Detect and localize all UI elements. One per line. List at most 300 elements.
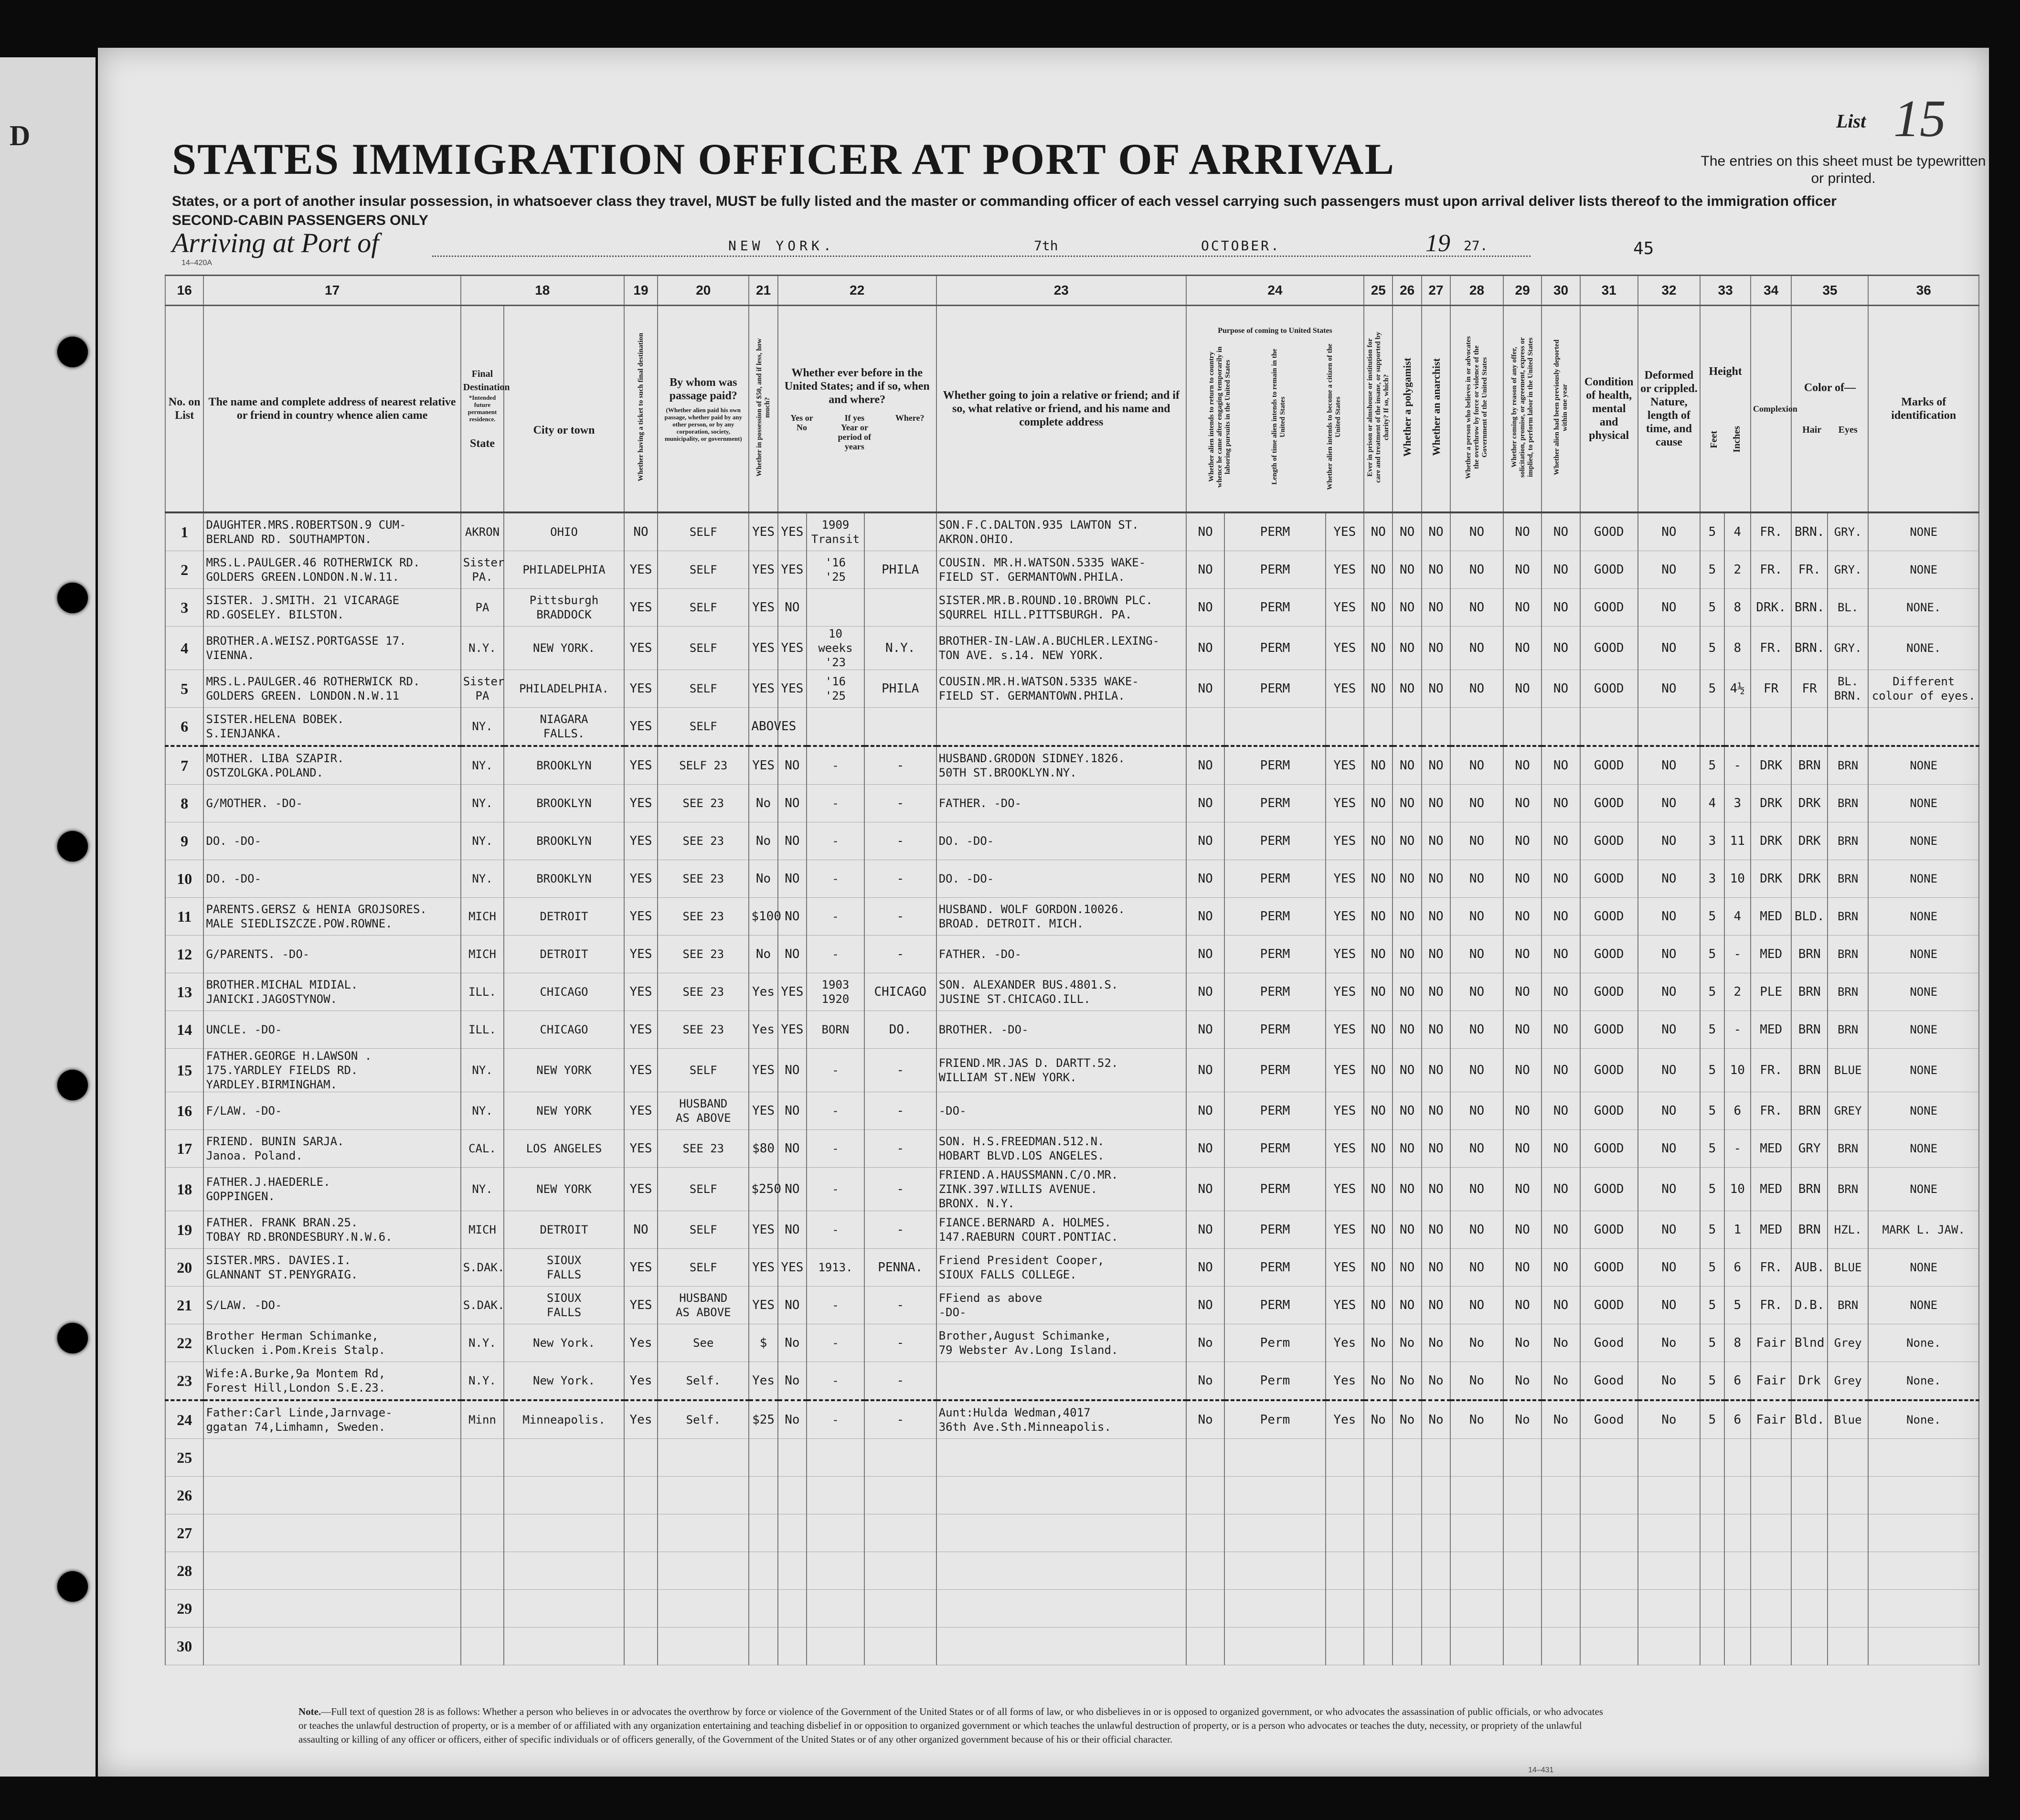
table-row xyxy=(165,898,1979,936)
cell-paid: Self. xyxy=(658,1362,749,1401)
cell-before: NO xyxy=(778,860,807,898)
cell-q26: NO xyxy=(1393,1049,1421,1092)
cell-q27: NO xyxy=(1422,1249,1450,1287)
cell-q25: NO xyxy=(1364,589,1393,627)
cell-where: - xyxy=(864,1168,936,1211)
cell-deformed: NO xyxy=(1638,670,1701,708)
cell-m50: YES xyxy=(749,627,777,670)
cell-q29: NO xyxy=(1503,822,1542,860)
cell-hair: BRN. xyxy=(1791,627,1827,670)
cell-q29: NO xyxy=(1503,1092,1542,1130)
cell-pa: NO xyxy=(1186,1049,1224,1092)
cell-q30: NO xyxy=(1542,551,1580,589)
cell-q29: NO xyxy=(1503,860,1542,898)
cell-q30: NO xyxy=(1542,1092,1580,1130)
cell-q27: NO xyxy=(1422,936,1450,973)
cell-city: NEW YORK xyxy=(504,1092,624,1130)
header-prison xyxy=(1364,306,1393,513)
cell-eyes xyxy=(1828,1590,1869,1628)
cell-marks: NONE xyxy=(1868,1011,1979,1049)
cell-health: GOOD xyxy=(1580,670,1638,708)
cell-q30: NO xyxy=(1542,973,1580,1011)
cell-year: - xyxy=(807,936,864,973)
cell-q30: No xyxy=(1542,1324,1580,1362)
cell-inches: 10 xyxy=(1724,1049,1751,1092)
cell-q27 xyxy=(1422,1552,1450,1590)
cell-before xyxy=(778,1514,807,1552)
note-text: —Full text of question 28 is as follows: Whether a person who believes in or advocates the overthrow by force or violence of the Government of the United States or of all forms of law, or who disbelieves in or is opposed to organized government, or who advocates the assassination of public officials, or who advocates or teaches the unlawful destruction of property, or is a member of or affiliated with any organization entertaining and teaching disbelief in or opposition to organized government or which teaches the unlawful destruction of property, or is a person who advocates or teaches the duty, necessity, or propriety of the unlawful assaulting or killing of any officer or officers, either of specific individuals or of officers generally, of the Government of the United States or of any other organized government because of his or their official character. xyxy=(298,1706,1604,1745)
column-number: 25 xyxy=(1364,276,1393,306)
cell-no: 24 xyxy=(165,1400,203,1439)
cell-feet xyxy=(1700,1628,1724,1665)
cell-pc: YES xyxy=(1326,1211,1364,1249)
cell-join: FATHER. -DO- xyxy=(936,785,1186,822)
cell-before xyxy=(778,1628,807,1665)
cell-year xyxy=(807,1552,864,1590)
cell-q27: NO xyxy=(1422,1049,1450,1092)
form-number: 14–420A xyxy=(181,259,213,267)
cell-q29 xyxy=(1503,1628,1542,1665)
cell-rel: DAUGHTER.MRS.ROBERTSON.9 CUM- BERLAND RD. SOUTHAMPTON. xyxy=(203,512,460,551)
cell-before: YES xyxy=(778,1011,807,1049)
cell-q30: NO xyxy=(1542,746,1580,785)
cell-feet: 3 xyxy=(1700,822,1724,860)
cell-no: 28 xyxy=(165,1552,203,1590)
cell-q27: NO xyxy=(1422,670,1450,708)
cell-no: 14 xyxy=(165,1011,203,1049)
cell-deformed: NO xyxy=(1638,551,1701,589)
page-number: 45 xyxy=(1633,239,1654,258)
cell-year: 1903 1920 xyxy=(807,973,864,1011)
cell-ticket: YES xyxy=(624,936,658,973)
column-number: 18 xyxy=(461,276,624,306)
cell-pa: NO xyxy=(1186,1092,1224,1130)
header-ticket-text: Whether having a ticket to such final destination xyxy=(637,333,645,481)
cell-q26: NO xyxy=(1393,1130,1421,1168)
cell-where: - xyxy=(864,1049,936,1092)
cell-inches xyxy=(1724,1439,1751,1477)
cell-comp: Fair xyxy=(1751,1324,1792,1362)
cell-inches: 6 xyxy=(1724,1400,1751,1439)
cell-q27: No xyxy=(1422,1324,1450,1362)
header-q29 xyxy=(1503,306,1542,513)
cell-comp: PLE xyxy=(1751,973,1792,1011)
cell-pb: Perm xyxy=(1224,1362,1325,1401)
cell-hair: D.B. xyxy=(1791,1287,1827,1324)
cell-state: MICH xyxy=(461,1211,504,1249)
cell-year xyxy=(807,1628,864,1665)
cell-q26: NO xyxy=(1393,1168,1421,1211)
cell-q27 xyxy=(1422,1590,1450,1628)
cell-year xyxy=(807,1439,864,1477)
cell-where xyxy=(864,1514,936,1552)
cell-ticket xyxy=(624,1590,658,1628)
cell-m50: Yes xyxy=(749,973,777,1011)
header-possession-text: Whether in possession of $50, and if less, how much? xyxy=(755,338,771,477)
cell-eyes: BRN xyxy=(1828,898,1869,936)
cell-deformed xyxy=(1638,1477,1701,1514)
cell-pb: PERM xyxy=(1224,746,1325,785)
cell-before: NO xyxy=(778,1168,807,1211)
cell-m50: No xyxy=(749,936,777,973)
cell-join: SISTER.MR.B.ROUND.10.BROWN PLC. SQURREL HILL.PITTSBURGH. PA. xyxy=(936,589,1186,627)
cell-eyes xyxy=(1828,708,1869,746)
column-number: 19 xyxy=(624,276,658,306)
cell-state: MICH xyxy=(461,936,504,973)
cell-before: NO xyxy=(778,785,807,822)
header-eyes: Eyes xyxy=(1838,425,1858,435)
cell-before xyxy=(778,1552,807,1590)
cell-before: YES xyxy=(778,1249,807,1287)
cell-q28: NO xyxy=(1450,627,1503,670)
cell-marks: NONE xyxy=(1868,1049,1979,1092)
cell-marks: NONE xyxy=(1868,936,1979,973)
cell-q25: NO xyxy=(1364,785,1393,822)
cell-pc: YES xyxy=(1326,1092,1364,1130)
cell-health: GOOD xyxy=(1580,1249,1638,1287)
cell-eyes: BRN xyxy=(1828,1168,1869,1211)
cell-health xyxy=(1580,1477,1638,1514)
cell-q26 xyxy=(1393,1628,1421,1665)
cell-pb: PERM xyxy=(1224,1287,1325,1324)
cell-rel: DO. -DO- xyxy=(203,822,460,860)
cell-q25: NO xyxy=(1364,1011,1393,1049)
cell-state: S.DAK. xyxy=(461,1249,504,1287)
cell-health: GOOD xyxy=(1580,822,1638,860)
cell-health: GOOD xyxy=(1580,589,1638,627)
cell-m50 xyxy=(749,1628,777,1665)
cell-paid: SELF xyxy=(658,1168,749,1211)
cell-q25: NO xyxy=(1364,1168,1393,1211)
header-color-title: Color of— xyxy=(1804,382,1856,394)
cell-health: Good xyxy=(1580,1324,1638,1362)
cell-q28: NO xyxy=(1450,1092,1503,1130)
cell-inches: 10 xyxy=(1724,860,1751,898)
cell-q27: NO xyxy=(1422,627,1450,670)
cell-health: GOOD xyxy=(1580,512,1638,551)
cell-ticket: YES xyxy=(624,1168,658,1211)
cell-ticket: YES xyxy=(624,551,658,589)
cell-pa: No xyxy=(1186,1362,1224,1401)
cell-before: NO xyxy=(778,746,807,785)
cell-q29: NO xyxy=(1503,1287,1542,1324)
table-row xyxy=(165,551,1979,589)
table-row xyxy=(165,785,1979,822)
cell-state: NY. xyxy=(461,822,504,860)
cell-city: New York. xyxy=(504,1362,624,1401)
cell-pb: PERM xyxy=(1224,860,1325,898)
cell-before: NO xyxy=(778,822,807,860)
cell-no: 9 xyxy=(165,822,203,860)
cell-city: DETROIT xyxy=(504,936,624,973)
cell-ticket: YES xyxy=(624,589,658,627)
cell-q28: NO xyxy=(1450,1211,1503,1249)
cell-feet: 5 xyxy=(1700,746,1724,785)
cell-q29: No xyxy=(1503,1362,1542,1401)
cell-comp: FR. xyxy=(1751,1287,1792,1324)
cell-q30 xyxy=(1542,1477,1580,1514)
cell-rel: BROTHER.A.WEISZ.PORTGASSE 17. VIENNA. xyxy=(203,627,460,670)
cell-where xyxy=(864,708,936,746)
cell-m50: No xyxy=(749,785,777,822)
cell-q25: NO xyxy=(1364,898,1393,936)
cell-city: DETROIT xyxy=(504,898,624,936)
header-height-title: Height xyxy=(1709,365,1742,378)
cell-no: 5 xyxy=(165,670,203,708)
cell-ticket: Yes xyxy=(624,1362,658,1401)
header-final-destination: Final Destination xyxy=(463,369,510,393)
cell-hair xyxy=(1791,1590,1827,1628)
cell-pa: NO xyxy=(1186,551,1224,589)
header-polygamist xyxy=(1393,306,1421,513)
cell-q26: NO xyxy=(1393,822,1421,860)
cell-pc: YES xyxy=(1326,785,1364,822)
cell-comp: Fair xyxy=(1751,1362,1792,1401)
cell-marks: NONE xyxy=(1868,512,1979,551)
cell-q26: NO xyxy=(1393,898,1421,936)
cell-hair: Bld. xyxy=(1791,1400,1827,1439)
header-complexion: Complexion xyxy=(1751,306,1792,513)
cell-pc: YES xyxy=(1326,973,1364,1011)
cell-q26: No xyxy=(1393,1324,1421,1362)
cell-q29: NO xyxy=(1503,746,1542,785)
cell-where: - xyxy=(864,1092,936,1130)
cell-deformed: No xyxy=(1638,1400,1701,1439)
cell-q27: NO xyxy=(1422,1287,1450,1324)
cell-comp: DRK. xyxy=(1751,589,1792,627)
cell-join: BROTHER. -DO- xyxy=(936,1011,1186,1049)
cell-join: Friend President Cooper, SIOUX FALLS COLLEGE. xyxy=(936,1249,1186,1287)
cell-eyes: Grey xyxy=(1828,1324,1869,1362)
cell-paid: SEE 23 xyxy=(658,1011,749,1049)
cell-state: NY. xyxy=(461,785,504,822)
cell-state xyxy=(461,1514,504,1552)
cell-hair: BRN xyxy=(1791,1168,1827,1211)
cell-q25: NO xyxy=(1364,822,1393,860)
header-paid-by xyxy=(658,306,749,513)
cell-m50: ABOVES xyxy=(749,708,777,746)
cell-state: AKRON xyxy=(461,512,504,551)
cell-feet: 5 xyxy=(1700,936,1724,973)
header-height xyxy=(1700,306,1751,513)
cell-deformed: No xyxy=(1638,1324,1701,1362)
table-row xyxy=(165,1477,1979,1514)
cell-where: - xyxy=(864,936,936,973)
cell-q27: NO xyxy=(1422,589,1450,627)
cell-pa: NO xyxy=(1186,746,1224,785)
cell-rel: G/PARENTS. -DO- xyxy=(203,936,460,973)
cell-q30: NO xyxy=(1542,822,1580,860)
cell-before: YES xyxy=(778,551,807,589)
cell-join: Brother,August Schimanke, 79 Webster Av.Long Island. xyxy=(936,1324,1186,1362)
cell-inches xyxy=(1724,1590,1751,1628)
cell-pc: YES xyxy=(1326,1011,1364,1049)
cell-q27: NO xyxy=(1422,1168,1450,1211)
cell-pc: YES xyxy=(1326,860,1364,898)
cell-rel xyxy=(203,1439,460,1477)
cell-year: - xyxy=(807,1287,864,1324)
cell-pb: PERM xyxy=(1224,936,1325,973)
cell-q25: NO xyxy=(1364,973,1393,1011)
cell-pb: PERM xyxy=(1224,822,1325,860)
cell-feet: 5 xyxy=(1700,1130,1724,1168)
cell-year xyxy=(807,1477,864,1514)
cell-q25: NO xyxy=(1364,1249,1393,1287)
cell-q29: No xyxy=(1503,1324,1542,1362)
cell-where: - xyxy=(864,898,936,936)
header-purpose xyxy=(1186,306,1364,513)
cell-comp: DRK xyxy=(1751,822,1792,860)
cell-ticket: Yes xyxy=(624,1400,658,1439)
cell-ticket: YES xyxy=(624,822,658,860)
cell-feet xyxy=(1700,1439,1724,1477)
cell-q28 xyxy=(1450,1439,1503,1477)
cell-q25: NO xyxy=(1364,860,1393,898)
cell-feet: 5 xyxy=(1700,512,1724,551)
cell-where xyxy=(864,589,936,627)
cell-q28 xyxy=(1450,708,1503,746)
header-purpose-return: Whether alien intends to return to country whence he came after engaging temporarily in laboring pursuits in the United States xyxy=(1208,346,1232,488)
cell-hair: BLD. xyxy=(1791,898,1827,936)
cell-where: PHILA xyxy=(864,670,936,708)
cell-before: No xyxy=(778,1324,807,1362)
column-number: 27 xyxy=(1422,276,1450,306)
cell-q29: NO xyxy=(1503,1011,1542,1049)
cell-hair xyxy=(1791,1514,1827,1552)
cell-pa xyxy=(1186,708,1224,746)
cell-comp xyxy=(1751,1552,1792,1590)
cell-health: GOOD xyxy=(1580,1092,1638,1130)
table-row xyxy=(165,627,1979,670)
cell-eyes xyxy=(1828,1552,1869,1590)
cell-join: COUSIN. MR.H.WATSON.5335 WAKE- FIELD ST. GERMANTOWN.PHILA. xyxy=(936,551,1186,589)
cell-before: YES xyxy=(778,973,807,1011)
cell-q30: No xyxy=(1542,1400,1580,1439)
cell-eyes: BRN xyxy=(1828,973,1869,1011)
cell-pc: YES xyxy=(1326,936,1364,973)
cell-q28: NO xyxy=(1450,1011,1503,1049)
cell-paid: SELF xyxy=(658,551,749,589)
cell-inches xyxy=(1724,1514,1751,1552)
question-28-note xyxy=(298,1705,1612,1746)
cell-city: BROOKLYN xyxy=(504,746,624,785)
header-purpose-title: Purpose of coming to United States xyxy=(1218,327,1332,335)
cell-state: Sister PA. xyxy=(461,551,504,589)
cell-pa: No xyxy=(1186,1400,1224,1439)
cell-q26 xyxy=(1393,1477,1421,1514)
cell-paid xyxy=(658,1552,749,1590)
cell-inches: 5 xyxy=(1724,1287,1751,1324)
cell-q25: NO xyxy=(1364,670,1393,708)
cell-q25 xyxy=(1364,708,1393,746)
cell-paid: SELF xyxy=(658,1249,749,1287)
cell-where: - xyxy=(864,1362,936,1401)
cell-rel: FRIEND. BUNIN SARJA. Janoa. Poland. xyxy=(203,1130,460,1168)
cell-q29: NO xyxy=(1503,973,1542,1011)
cell-deformed: NO xyxy=(1638,1211,1701,1249)
header-state-label: State xyxy=(470,437,495,450)
cell-pa: NO xyxy=(1186,973,1224,1011)
cell-m50: YES xyxy=(749,1092,777,1130)
header-prison-text: Ever in prison or almshouse or institution for care and treatment of the insane, or supported by charity? If so, which? xyxy=(1366,331,1391,483)
cell-hair: Blnd xyxy=(1791,1324,1827,1362)
cell-year: - xyxy=(807,1130,864,1168)
cell-year: 1909 Transit xyxy=(807,512,864,551)
cell-q29: NO xyxy=(1503,670,1542,708)
cell-pc xyxy=(1326,1590,1364,1628)
cell-join: FRIEND.A.HAUSSMANN.C/O.MR. ZINK.397.WILLIS AVENUE. BRONX. N.Y. xyxy=(936,1168,1186,1211)
header-city: City or town xyxy=(504,306,624,513)
cell-feet: 5 xyxy=(1700,670,1724,708)
cell-no: 15 xyxy=(165,1049,203,1092)
cell-pa: NO xyxy=(1186,1211,1224,1249)
cell-where: N.Y. xyxy=(864,627,936,670)
cell-q25 xyxy=(1364,1628,1393,1665)
cell-pb: Perm xyxy=(1224,1400,1325,1439)
cell-deformed: NO xyxy=(1638,1130,1701,1168)
cell-comp: MED xyxy=(1751,1011,1792,1049)
cell-feet xyxy=(1700,708,1724,746)
cell-year xyxy=(807,708,864,746)
cell-q30: NO xyxy=(1542,1249,1580,1287)
cell-q30: NO xyxy=(1542,627,1580,670)
cell-m50 xyxy=(749,1514,777,1552)
cell-q29: No xyxy=(1503,1400,1542,1439)
header-polygamist-text: Whether a polygamist xyxy=(1401,357,1414,457)
cell-pb: PERM xyxy=(1224,785,1325,822)
cell-m50 xyxy=(749,1552,777,1590)
cell-m50: YES xyxy=(749,1211,777,1249)
column-number: 30 xyxy=(1542,276,1580,306)
header-purpose-citizen: Whether alien intends to become a citizen of the United States xyxy=(1326,343,1342,490)
cell-q29: NO xyxy=(1503,1168,1542,1211)
cell-city: BROOKLYN xyxy=(504,860,624,898)
intro-text: States, or a port of another insular possession, in whatsoever class they travel, MUST be fully listed and the master or commanding officer of each vessel carrying such passengers must upon arrival deliver lists thereof to the immigration officer xyxy=(172,193,1837,209)
table-row xyxy=(165,1552,1979,1590)
cell-q29 xyxy=(1503,1590,1542,1628)
cell-deformed: NO xyxy=(1638,1011,1701,1049)
cell-q28 xyxy=(1450,1477,1503,1514)
cell-year: '16 '25 xyxy=(807,551,864,589)
cell-pc: YES xyxy=(1326,627,1364,670)
cell-pb xyxy=(1224,1552,1325,1590)
arrival-year-suffix: 27. xyxy=(1464,238,1488,254)
header-if-yes: If yes xyxy=(844,413,865,423)
cell-eyes: BRN xyxy=(1828,746,1869,785)
cell-feet: 5 xyxy=(1700,1092,1724,1130)
cell-q27 xyxy=(1422,708,1450,746)
cell-q28: NO xyxy=(1450,1168,1503,1211)
cell-city xyxy=(504,1628,624,1665)
cell-before xyxy=(778,1590,807,1628)
cell-pc xyxy=(1326,1628,1364,1665)
cell-no: 11 xyxy=(165,898,203,936)
cell-no: 7 xyxy=(165,746,203,785)
cell-comp: FR. xyxy=(1751,551,1792,589)
cell-marks: NONE. xyxy=(1868,589,1979,627)
cell-paid: SELF xyxy=(658,1211,749,1249)
cell-comp: FR xyxy=(1751,670,1792,708)
cell-join: DO. -DO- xyxy=(936,822,1186,860)
cell-hair: FR xyxy=(1791,670,1827,708)
cell-marks xyxy=(1868,1439,1979,1477)
cell-inches: 1 xyxy=(1724,1211,1751,1249)
cell-ticket: YES xyxy=(624,708,658,746)
cell-year: 10 weeks '23 xyxy=(807,627,864,670)
cell-year: - xyxy=(807,1324,864,1362)
header-q28-text: Whether a person who believes in or advocates the overthrow by force or violence of the Government of the United States xyxy=(1465,335,1489,479)
table-row xyxy=(165,1324,1979,1362)
